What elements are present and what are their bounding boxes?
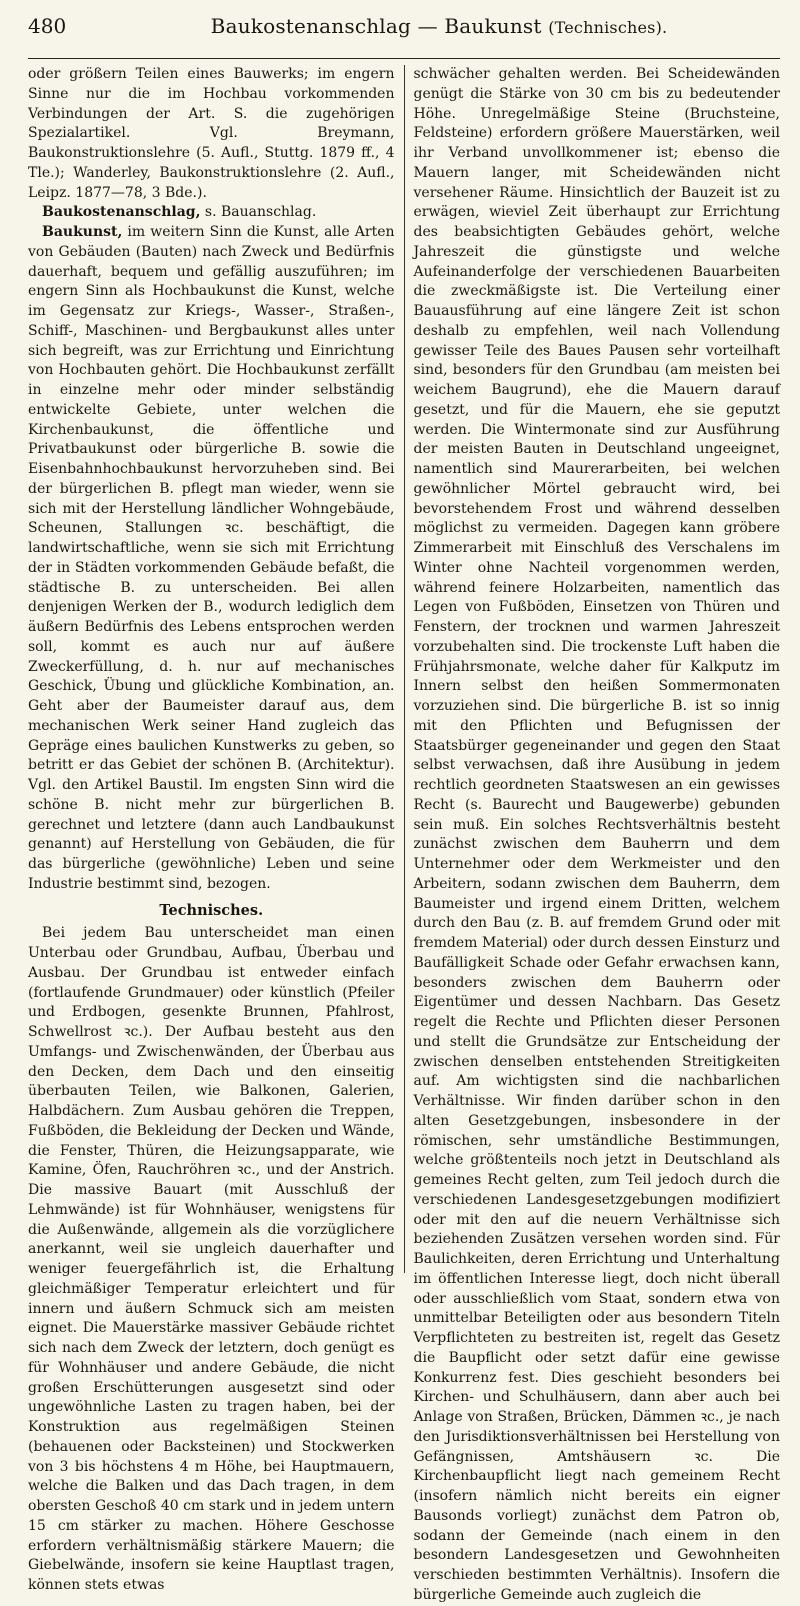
entry-text: s. Bauanschlag. xyxy=(200,204,317,221)
page-number: 480 xyxy=(28,14,67,38)
section-heading: Technisches. xyxy=(159,901,264,919)
entry-baukunst xyxy=(28,223,395,895)
entry-text: im weitern Sinn die Kunst, alle Arten von Gebäuden (Bauten) nach Zweck und Bedürfnis dauerhaft, bequem und gefällig auszuführen; im engern Sinn als Hochbaukunst die Kunst, welche im Gegensatz zur Kriegs-, Wasser-, Straßen-, Schiff-, Maschinen- und Bergbaukunst alles unter sich begreift, was zur Errichtung und Einrichtung von Hochbauten gehört. Die Hochbaukunst zerfällt in einzelne mehr oder minder selbständig entwickelte Gebiete, unter welchen die Kirchenbaukunst, die öffentliche und Privatbaukunst oder bürgerliche B. sowie die Eisenbahnhochbaukunst hervorzuheben sind. Bei der bürgerlichen B. pflegt man wieder, wenn sie sich mit der Herstellung ländlicher Wohngebäude, Scheunen, Stallungen ꝛc. beschäftigt, die landwirtschaftliche, wenn sie sich mit Errichtung der in Städten vorkommenden Gebäude befaßt, die städtische B. zu unterscheiden. Bei allen denjenigen Werken der B., wodurch lediglich dem äußern Bedürfnis des Lebens entsprochen werden soll, kommt es auch nur auf äußere Zweckerfüllung, d. h. nur auf mechanisches Geschick, Übung und glückliche Kombination, an. Geht aber der Baumeister darauf aus, dem mechanischen Werk seiner Hand zugleich das Gepräge eines baulichen Kunstwerks zu geben, so betritt er das Gebiet der schönen B. (Architektur). Vgl. den Artikel Baustil. Im engsten Sinn wird die schöne B. nicht mehr zur bürgerlichen B. gerechnet und letztere (dann auch Landbaukunst genannt) auf Herstellung von Gebäuden, die für das bürgerliche (gewöhnliche) Leben und seine Industrie bestimmt sind, bezogen. xyxy=(28,224,395,892)
entry-baukostenanschlag xyxy=(28,203,395,223)
left-column xyxy=(28,65,405,1593)
paragraph: oder größern Teilen eines Bauwerks; im engern Sinne nur die im Hochbau vorkommenden Verbindungen der Art. S. die zugehörigen Spezialartikel. Vgl. Breymann, Baukonstruktionslehre (5. Aufl., Stuttg. 1879 ff., 4 Tle.); Wanderley, Baukonstruktionslehre (2. Aufl., Leipz. 1877—78, 3 Bde.). xyxy=(28,66,395,201)
right-column xyxy=(405,65,781,1603)
paragraph: schwächer gehalten werden. Bei Scheidewänden genügt die Stärke von 30 cm bis zu bedeutender Höhe. Unregelmäßige Steine (Bruchsteine, Feldsteine) erfordern größere Mauerstärken, weil ihr Verband unvollkommener ist; ebenso die Mauern langer, mit Scheidewänden nicht versehener Räume. Hinsichtlich der Bauzeit ist zu erwägen, wieviel Zeit überhaupt zur Errichtung des beabsichtigten Gebäudes gehört, welche Jahreszeit die günstigste und welche Aufeinanderfolge der verschiedenen Bauarbeiten die zweckmäßigste ist. Die Verteilung einer Bauausführung auf eine längere Zeit ist schon deshalb zu empfehlen, weil nach Vollendung gewisser Teile des Baues Pausen sehr vorteilhaft sind, besonders für den Grundbau (am meisten bei weichem Baugrund), ehe die Mauern darauf gesetzt, und für die Mauern, ehe sie geputzt werden. Die Wintermonate sind zur Ausführung der meisten Bauten in Deutschland ungeeignet, namentlich sind Maurerarbeiten, bei welchen gewöhnlicher Mörtel gebraucht wird, bei bevorstehendem Frost und während desselben möglichst zu vermeiden. Dagegen kann gröbere Zimmerarbeit mit Einschluß des Verschalens im Winter ohne Nachteil vorgenommen werden, während feinere Holzarbeiten, namentlich das Legen von Fußböden, Einsetzen von Thüren und Fenstern, der trocknen und warmen Jahreszeit vorzubehalten sind. Die trockenste Luft haben die Frühjahrsmonate, welche daher für Kalkputz im Innern selbst den heißen Sommermonaten vorzuziehen sind. Die bürgerliche B. ist so innig mit den Pflichten und Befugnissen der Staatsbürger gegeneinander und gegen den Staat selbst verwachsen, daß ihre Ausübung in jedem rechtlich geordneten Staatswesen an ein gewisses Recht (s. Baurecht und Baugewerbe) gebunden sein muß. Ein solches Rechtsverhältnis besteht zunächst zwischen dem Bauherrn und dem Unternehmer oder dem Werkmeister und den Arbeitern, sodann zwischen dem Bauherrn, dem Baumeister und irgend einem Dritten, welchem durch den Bau (z. B. auf fremdem Grund oder mit fremdem Material) oder durch dessen Einsturz und Baufälligkeit Schade oder Gefahr erwachsen kann, besonders zwischen dem Bauherrn oder Eigentümer und dessen Nachbarn. Das Gesetz regelt die Rechte und Pflichten dieser Personen und stellt die Grundsätze zur Entscheidung der zwischen denselben entstehenden Streitigkeiten auf. Am wichtigsten sind die nachbarlichen Verhältnisse. Wir finden darüber schon in den alten Gesetzgebungen, insbesondere in der römischen, sehr umständliche Bestimmungen, welche größtenteils noch jetzt in Deutschland als gemeines Recht gelten, zum Teil jedoch durch die verschiedenen Landesgesetzgebungen modifiziert oder mit den auf die neuern Verhältnisse sich beziehenden Zusätzen versehen worden sind. Für Baulichkeiten, deren Errichtung und Unterhaltung im öffentlichen Interesse liegt, doch nicht überall oder ausschließlich vom Staat, sondern etwa von unmittelbar Beteiligten oder aus besondern Titeln Verpflichteten zu bestreiten ist, regelt das Gesetz die Baupflicht oder setzt dafür eine gewisse Konkurrenz fest. Dies geschieht besonders bei Kirchen- und Schulhäusern, dann aber auch bei Anlage von Straßen, Brücken, Dämmen ꝛc., je nach den Jurisdiktionsverhältnissen bei Herstellung von Gefängnissen, Amtshäusern ꝛc. Die Kirchenbaupflicht liegt nach gemeinem Recht (insofern nämlich nicht bereits ein eigner Bausonds vorliegt) zunächst dem Patron ob, sodann der Gemeinde (nach einem in den besondern Landesgesetzen und Gewohnheiten verschieden bestimmten Verhältnis). Insofern die bürgerliche Gemeinde auch zugleich die xyxy=(413,66,780,1603)
paragraph: Bei jedem Bau unterscheidet man einen Unterbau oder Grundbau, Aufbau, Überbau und Ausbau. Der Grundbau ist entweder einfach (fortlaufende Grundmauer) oder künstlich (Pfeiler und Erdbogen, gesenkte Brunnen, Pfahlrost, Schwellrost ꝛc.). Der Aufbau besteht aus den Umfangs- und Zwischenwänden, der Überbau aus den Decken, dem Dach und den einseitig überbauten Teilen, wie Balkonen, Galerien, Halbdächern. Zum Ausbau gehören die Treppen, Fußböden, die Bekleidung der Decken und Wände, die Fenster, Thüren, die Heizungsapparate, wie Kamine, Öfen, Rauchröhren ꝛc., und der Anstrich. Die massive Bauart (mit Ausschluß der Lehmwände) ist für Wohnhäuser, wenigstens für die Außenwände, allgemein als die vorzüglichere anerkannt, weil sie ungleich dauerhafter und weniger feuergefährlich ist, die Erhaltung gleichmäßiger Temperatur erleichtert und für innern und äußern Schmuck sich am meisten eignet. Die Mauerstärke massiver Gebäude richtet sich nach dem Zweck der letztern, doch genügt es für Wohnhäuser und andere Gebäude, die nicht großen Erschütterungen ausgesetzt sind oder ungewöhnliche Lasten zu tragen haben, bei der Konstruktion aus regelmäßigen Steinen (behauenen oder Backsteinen) und Stockwerken von 3 bis höchstens 4 m Höhe, bei Hauptmauern, welche die Balken und das Dach tragen, in dem obersten Geschoß 40 cm stark und in jedem untern 15 cm stärker zu machen. Höhere Geschosse erfordern verhältnismäßig stärkere Mauern; die Giebelwände, insofern sie keine Hauptlast tragen, können stets etwas xyxy=(28,925,395,1593)
text-columns xyxy=(28,65,780,1603)
running-title-sub: (Technisches). xyxy=(548,18,668,37)
lemma: Baukostenanschlag, xyxy=(42,204,201,221)
lemma: Baukunst, xyxy=(42,224,123,240)
running-head xyxy=(28,14,780,59)
running-title-main: Baukostenanschlag — Baukunst xyxy=(210,14,542,38)
running-title xyxy=(98,14,780,38)
